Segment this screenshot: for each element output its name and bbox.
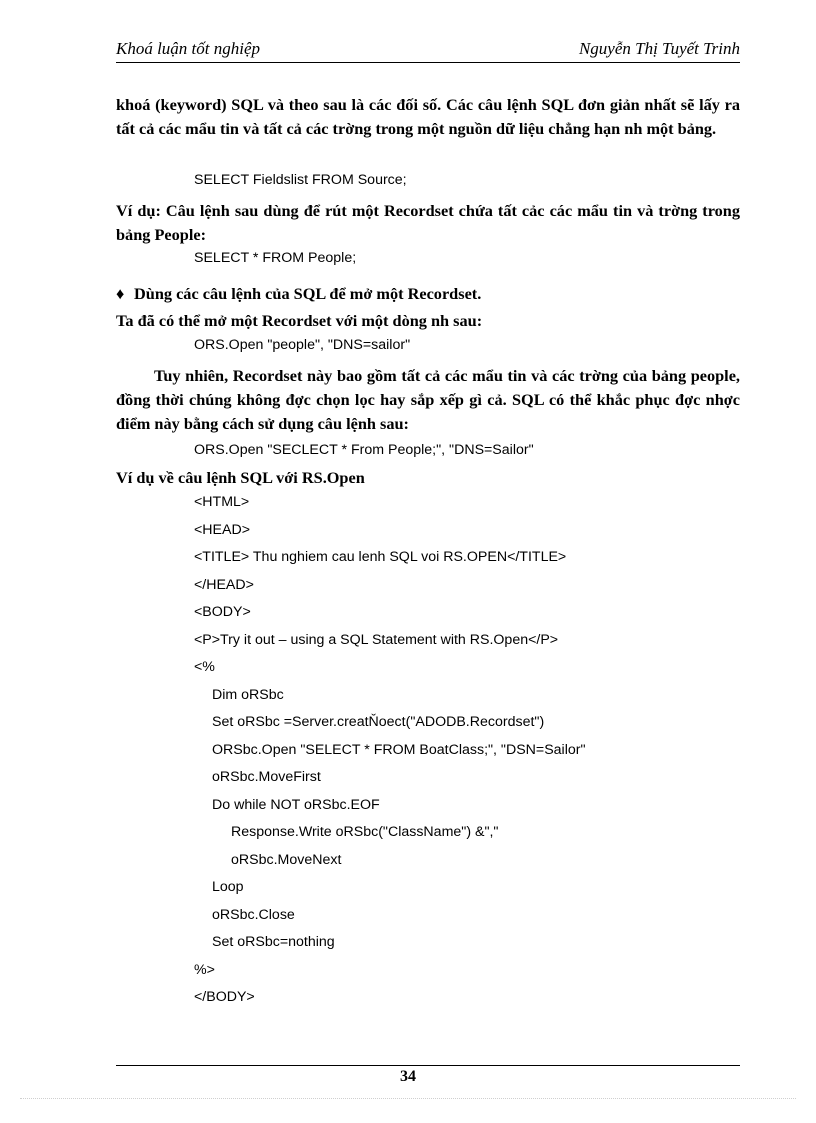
footer-rule xyxy=(116,1065,740,1066)
paragraph-4: Tuy nhiên, Recordset này bao gồm tất cả các mẩu tin và các trờng của bảng people, đồng thời chúng không đợc chọn lọc hay sắp xếp gì cả. SQL có thể khắc phục đợc nhợc điểm này bằng cách sử dụng câu lệnh sau: xyxy=(116,366,740,433)
code-line-select-fields: SELECT Fieldslist FROM Source; xyxy=(194,172,407,188)
code-line: %> xyxy=(194,962,215,978)
header-right: Nguyễn Thị Tuyết Trinh xyxy=(578,39,740,58)
code-line: oRSbc.MoveNext xyxy=(231,852,342,868)
code-line: Dim oRSbc xyxy=(212,687,284,703)
code-line: Do while NOT oRSbc.EOF xyxy=(212,797,380,813)
code-line: Set oRSbc =Server.creatŇoect("ADODB.Recordset") xyxy=(212,714,545,730)
running-header xyxy=(116,38,740,63)
page-edge-dotted-line xyxy=(20,1098,796,1099)
paragraph-1: khoá (keyword) SQL và theo sau là các đối số. Các câu lệnh SQL đơn giản nhất sẽ lấy ra tất cả các mẩu tin và tất cả các trờng trong một nguồn dữ liệu chẳng hạn nh một bảng. xyxy=(116,95,740,138)
header-left: Khoá luận tốt nghiệp xyxy=(116,39,261,58)
code-line: </HEAD> xyxy=(194,577,254,593)
code-line: <HTML> xyxy=(194,494,250,510)
paragraph-5: Ví dụ về câu lệnh SQL với RS.Open xyxy=(116,468,365,487)
code-line: <P>Try it out – using a SQL Statement with RS.Open</P> xyxy=(194,632,559,648)
code-line: oRSbc.MoveFirst xyxy=(212,769,321,785)
code-line: <% xyxy=(194,659,215,675)
bullet-heading xyxy=(116,283,481,305)
code-line: Set oRSbc=nothing xyxy=(212,934,335,950)
code-line-open-people: ORS.Open "people", "DNS=sailor" xyxy=(194,337,411,353)
code-line: Loop xyxy=(212,879,244,895)
code-line: <BODY> xyxy=(194,604,251,620)
code-line: <HEAD> xyxy=(194,522,250,538)
code-line-open-secleect: ORS.Open "SECLECT * From People;", "DNS=Sailor" xyxy=(194,442,534,458)
code-line-select-people: SELECT * FROM People; xyxy=(194,250,357,266)
code-line: oRSbc.Close xyxy=(212,907,295,923)
paragraph-2: Ví dụ: Câu lệnh sau dùng để rút một Recordset chứa tất cảc các mẩu tin và trờng trong bảng People: xyxy=(116,201,740,244)
paragraph-3: Ta đã có thể mở một Recordset với một dòng nh sau: xyxy=(116,311,483,330)
diamond-bullet-icon: ♦ xyxy=(116,284,125,303)
code-line: Response.Write oRSbc("ClassName") &"," xyxy=(231,824,499,840)
page-number: 34 xyxy=(400,1068,416,1085)
bullet-text: Dùng các câu lệnh của SQL để mở một Recordset. xyxy=(134,284,482,303)
code-line: ORSbc.Open "SELECT * FROM BoatClass;", "DSN=Sailor" xyxy=(212,742,586,758)
code-line: </BODY> xyxy=(194,989,255,1005)
code-line: <TITLE> Thu nghiem cau lenh SQL voi RS.OPEN</TITLE> xyxy=(194,549,567,565)
